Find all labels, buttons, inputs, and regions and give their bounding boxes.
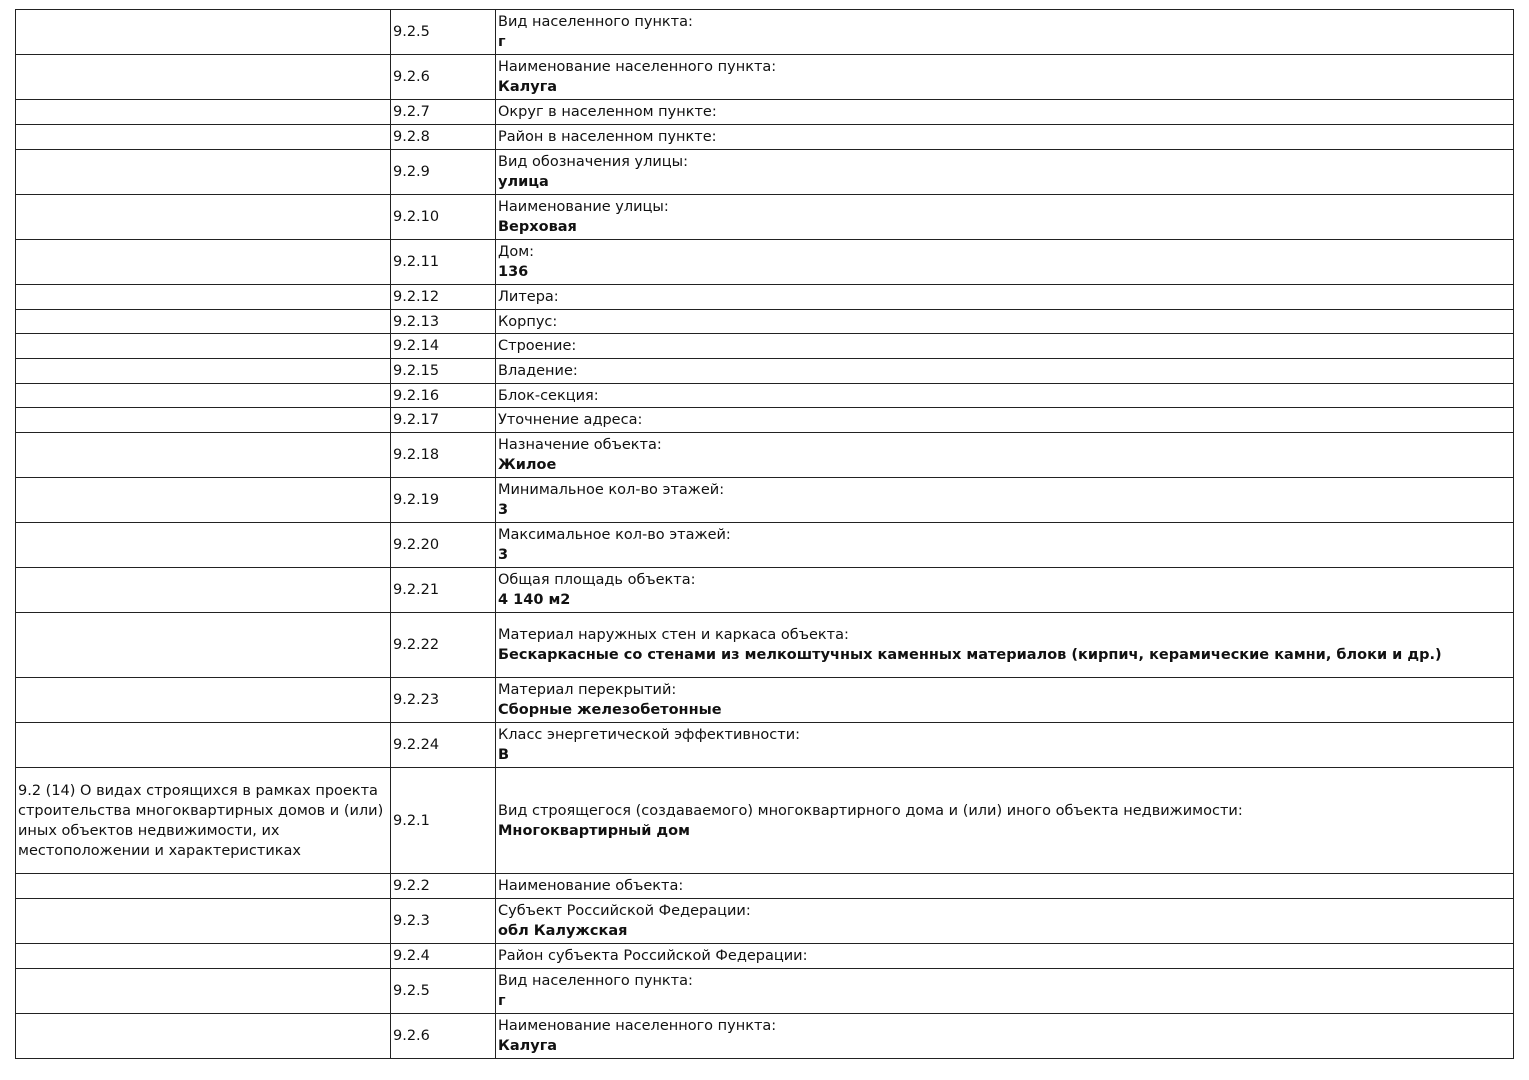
item-number: 9.2.10: [393, 209, 440, 225]
content-cell: [496, 613, 1514, 678]
field-value: г: [498, 34, 506, 50]
section-cell: [16, 334, 391, 359]
table-row: [16, 1014, 1514, 1059]
number-cell: [391, 55, 496, 100]
section-cell: [16, 944, 391, 969]
table-row: [16, 240, 1514, 285]
section-cell: [16, 678, 391, 723]
table-row: [16, 874, 1514, 899]
field-value: 136: [498, 264, 529, 280]
item-number: 9.2.8: [393, 129, 430, 145]
field-label: Вид населенного пункта:: [498, 973, 693, 989]
section-cell: [16, 969, 391, 1014]
field-label: Наименование населенного пункта:: [498, 59, 777, 75]
table-row: [16, 723, 1514, 768]
field-label: Район в населенном пункте:: [498, 129, 717, 145]
field-label: Вид строящегося (создаваемого) многоквартирного дома и (или) иного объекта недвижимости:: [498, 802, 1243, 819]
table-row: [16, 310, 1514, 334]
field-value: 4 140 м2: [498, 592, 571, 608]
field-label: Округ в населенном пункте:: [498, 104, 717, 120]
section-cell: [16, 1014, 391, 1059]
item-number: 9.2.17: [393, 412, 440, 428]
number-cell: [391, 613, 496, 678]
item-number: 9.2.21: [393, 582, 440, 598]
field-value: Калуга: [498, 79, 558, 95]
field-label: Литера:: [498, 289, 559, 305]
section-cell: [16, 150, 391, 195]
table-row: [16, 678, 1514, 723]
section-cell: [16, 568, 391, 613]
field-value: Многоквартирный дом: [498, 822, 690, 839]
section-cell: [16, 874, 391, 899]
content-cell: [496, 768, 1514, 874]
field-label: Материал наружных стен и каркаса объекта:: [498, 627, 849, 643]
field-value: Верховая: [498, 219, 577, 235]
item-number: 9.2.13: [393, 313, 440, 330]
content-cell: [496, 433, 1514, 478]
content-cell: [496, 359, 1514, 384]
number-cell: [391, 568, 496, 613]
table-row: [16, 150, 1514, 195]
number-cell: [391, 10, 496, 55]
field-label: Вид населенного пункта:: [498, 14, 693, 30]
field-label: Наименование улицы:: [498, 199, 669, 215]
content-cell: [496, 10, 1514, 55]
table-row: [16, 944, 1514, 969]
field-value: Жилое: [498, 457, 557, 473]
field-label: Минимальное кол-во этажей:: [498, 482, 725, 498]
item-number: 9.2.15: [393, 363, 440, 379]
number-cell: [391, 285, 496, 310]
section-cell: [16, 768, 391, 874]
section-cell: [16, 613, 391, 678]
table-row: [16, 334, 1514, 359]
item-number: 9.2.20: [393, 537, 440, 553]
content-cell: [496, 240, 1514, 285]
content-cell: [496, 334, 1514, 359]
section-cell: [16, 55, 391, 100]
table-row: [16, 433, 1514, 478]
number-cell: [391, 359, 496, 384]
field-label: Владение:: [498, 363, 578, 379]
item-number: 9.2.22: [393, 637, 440, 653]
item-number: 9.2.19: [393, 492, 440, 508]
item-number: 9.2.9: [393, 164, 430, 180]
field-label: Материал перекрытий:: [498, 682, 677, 698]
content-cell: [496, 723, 1514, 768]
field-value: 3: [498, 502, 509, 518]
item-number: 9.2.7: [393, 104, 430, 120]
item-number: 9.2.12: [393, 289, 440, 305]
table-row: [16, 55, 1514, 100]
content-cell: [496, 310, 1514, 334]
field-label: Назначение объекта:: [498, 437, 662, 453]
section-cell: [16, 433, 391, 478]
field-label: Класс энергетической эффективности:: [498, 727, 801, 743]
item-number: 9.2.18: [393, 447, 440, 463]
number-cell: [391, 678, 496, 723]
item-number: 9.2.6: [393, 1028, 430, 1044]
section-cell: [16, 240, 391, 285]
item-number: 9.2.1: [393, 812, 430, 829]
item-number: 9.2.23: [393, 692, 440, 708]
section-cell: [16, 10, 391, 55]
field-label: Район субъекта Российской Федерации:: [498, 948, 808, 964]
section-cell: [16, 195, 391, 240]
section-cell: [16, 723, 391, 768]
number-cell: [391, 969, 496, 1014]
item-number: 9.2.24: [393, 737, 440, 753]
field-label: Вид обозначения улицы:: [498, 154, 688, 170]
table-row: [16, 523, 1514, 568]
content-cell: [496, 478, 1514, 523]
number-cell: [391, 523, 496, 568]
field-value: Бескаркасные со стенами из мелкоштучных каменных материалов (кирпич, керамические камни, блоки и др.): [498, 647, 1442, 663]
item-number: 9.2.5: [393, 983, 430, 999]
number-cell: [391, 100, 496, 125]
number-cell: [391, 899, 496, 944]
field-label: Корпус:: [498, 313, 558, 330]
section-title: 9.2 (14) О видах строящихся в рамках проекта строительства многоквартирных домов и (или) иных объектов недвижимости, их местоположении и характеристиках: [18, 782, 384, 859]
table-row: [16, 285, 1514, 310]
table-row: [16, 384, 1514, 408]
section-cell: [16, 285, 391, 310]
number-cell: [391, 408, 496, 433]
section-cell: [16, 125, 391, 150]
content-cell: [496, 944, 1514, 969]
content-cell: [496, 568, 1514, 613]
number-cell: [391, 384, 496, 408]
number-cell: [391, 125, 496, 150]
table-row: [16, 568, 1514, 613]
content-cell: [496, 285, 1514, 310]
item-number: 9.2.2: [393, 878, 430, 894]
field-value: улица: [498, 174, 549, 190]
item-number: 9.2.5: [393, 24, 430, 40]
field-label: Субъект Российской Федерации:: [498, 903, 751, 919]
item-number: 9.2.4: [393, 948, 430, 964]
content-cell: [496, 384, 1514, 408]
field-label: Общая площадь объекта:: [498, 572, 696, 588]
section-cell: [16, 899, 391, 944]
content-cell: [496, 150, 1514, 195]
item-number: 9.2.3: [393, 913, 430, 929]
content-cell: [496, 195, 1514, 240]
content-cell: [496, 125, 1514, 150]
number-cell: [391, 310, 496, 334]
table-row: [16, 359, 1514, 384]
field-label: Строение:: [498, 338, 577, 354]
field-label: Максимальное кол-во этажей:: [498, 527, 731, 543]
field-value: Сборные железобетонные: [498, 702, 722, 718]
content-cell: [496, 678, 1514, 723]
number-cell: [391, 240, 496, 285]
number-cell: [391, 478, 496, 523]
item-number: 9.2.11: [393, 254, 440, 270]
section-cell: [16, 359, 391, 384]
content-cell: [496, 969, 1514, 1014]
field-label: Наименование населенного пункта:: [498, 1018, 777, 1034]
item-number: 9.2.16: [393, 387, 440, 404]
content-cell: [496, 523, 1514, 568]
field-value: обл Калужская: [498, 923, 628, 939]
field-label: Блок-секция:: [498, 387, 599, 404]
number-cell: [391, 1014, 496, 1059]
table-body: [16, 10, 1514, 1059]
table-row: [16, 969, 1514, 1014]
number-cell: [391, 433, 496, 478]
content-cell: [496, 899, 1514, 944]
table-row: [16, 100, 1514, 125]
field-value: В: [498, 747, 510, 763]
section-cell: [16, 408, 391, 433]
number-cell: [391, 195, 496, 240]
section-cell: [16, 384, 391, 408]
item-number: 9.2.6: [393, 69, 430, 85]
content-cell: [496, 874, 1514, 899]
section-cell: [16, 310, 391, 334]
field-value: Калуга: [498, 1038, 558, 1054]
item-number: 9.2.14: [393, 338, 440, 354]
content-cell: [496, 100, 1514, 125]
section-cell: [16, 523, 391, 568]
content-cell: [496, 55, 1514, 100]
table-row: [16, 478, 1514, 523]
table-row: [16, 899, 1514, 944]
project-info-table: [15, 9, 1514, 1059]
table-row: [16, 125, 1514, 150]
table-row: [16, 195, 1514, 240]
number-cell: [391, 874, 496, 899]
number-cell: [391, 334, 496, 359]
field-label: Дом:: [498, 244, 535, 260]
table-row: [16, 408, 1514, 433]
content-cell: [496, 408, 1514, 433]
number-cell: [391, 768, 496, 874]
table-row: [16, 613, 1514, 678]
number-cell: [391, 150, 496, 195]
table-row: [16, 10, 1514, 55]
field-value: 3: [498, 547, 509, 563]
section-cell: [16, 100, 391, 125]
field-label: Наименование объекта:: [498, 878, 684, 894]
number-cell: [391, 723, 496, 768]
field-value: г: [498, 993, 506, 1009]
number-cell: [391, 944, 496, 969]
content-cell: [496, 1014, 1514, 1059]
field-label: Уточнение адреса:: [498, 412, 643, 428]
table-row: [16, 768, 1514, 874]
section-cell: [16, 478, 391, 523]
